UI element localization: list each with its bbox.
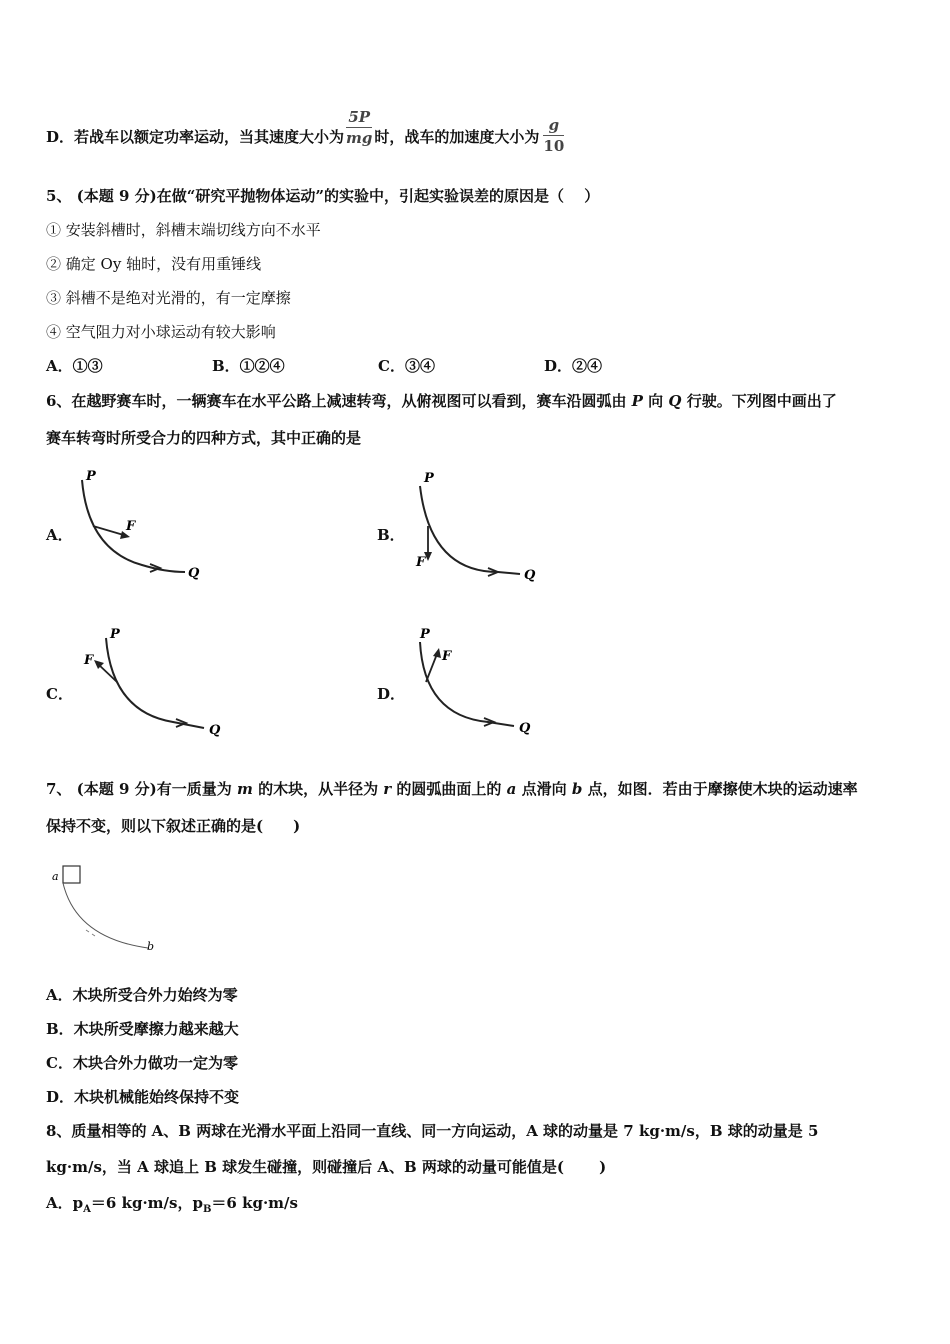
q6-figure-b-label: B． [377,526,405,544]
q7-hatch [86,930,95,936]
q8a-p1: p [72,1194,84,1212]
q7-text-e: 点，如图．若由于摩擦使木块的运动速率 [582,780,858,798]
q6a-label-q: Q [188,566,200,581]
frac1-denominator: mg [346,128,373,147]
q8-stem-line1: 8、质量相等的 A、B 两球在光滑水平面上沿同一直线、同一方向运动，A 球的动量是 7 kg·m/s，B 球的动量是 5 [46,1122,819,1140]
q8a-sub-b: B [202,1204,212,1215]
q5-options [46,356,602,376]
q6d-label-f: F [442,649,452,664]
q6b-label-q: Q [524,568,536,583]
q7-block [63,866,80,883]
frac2-numerator: g [543,115,564,136]
q6-figure-b [408,462,548,587]
q5-item-1: ① 安装斜槽时，斜槽末端切线方向不水平 [46,221,321,239]
q7-option-c: C．木块合外力做功一定为零 [46,1054,238,1072]
q5-item-3: ③ 斜槽不是绝对光滑的，有一定摩擦 [46,289,291,307]
q7-text-b: 的木块，从半径为 [252,780,384,798]
q6-figure-a-label: A． [46,526,73,544]
q7-arc-surface [63,883,148,948]
q4d-label: D． [46,128,75,146]
fraction-g-over-10 [543,115,564,156]
q7-figure [48,860,168,955]
q6c-arc [106,638,204,728]
q7-option-b: B．木块所受摩擦力越来越大 [46,1020,239,1038]
q6-text-c: 行驶。下列图中画出了 [681,392,837,410]
q5-option-d: D．②④ [544,357,603,375]
q7-var-r: r [383,780,392,798]
q5-item-2: ② 确定 Oy 轴时，没有用重锤线 [46,255,262,273]
q6d-label-p: P [420,627,430,642]
q8a-sub-a: A [83,1204,91,1215]
q6b-label-p: P [424,471,434,486]
q7-var-b: b [571,780,583,798]
q7-text-c: 的圆弧曲面上的 [391,780,507,798]
q6-text-b: 向 [642,392,669,410]
q7-stem-line1 [46,779,858,799]
q6-figure-d [408,622,548,747]
q7-var-m: m [236,780,253,798]
frac2-denominator: 10 [543,136,565,155]
q7-stem-line2: 保持不变，则以下叙述正确的是( ) [46,817,301,835]
q6c-label-q: Q [209,723,221,738]
q7-label-b: b [147,940,155,953]
q6-stem-line2: 赛车转弯时所受合力的四种方式，其中正确的是 [46,429,362,447]
frac1-numerator: 5P [346,107,372,128]
q6-text-a: 6、在越野赛车时，一辆赛车在水平公路上减速转弯，从俯视图可以看到，赛车沿圆弧由 [46,392,632,410]
q7-option-a: A．木块所受合外力始终为零 [46,986,238,1004]
q6d-label-q: Q [519,721,531,736]
q6-figure-d-label: D． [377,685,406,703]
q8-option-a [46,1193,298,1220]
q6c-label-f: F [84,653,94,668]
q5-item-4: ④ 空气阻力对小球运动有较大影响 [46,323,276,341]
q6b-label-f: F [416,555,426,570]
q6-stem-line1 [46,391,837,411]
q6a-label-f: F [126,519,136,534]
q8a-label: A． [46,1194,73,1212]
q6-figure-c-label: C． [46,685,73,703]
q7-label-a: a [52,870,59,883]
q7-var-a: a [506,780,517,798]
q6-var-q: Q [668,392,682,410]
q6-figure-c [78,622,228,747]
q8-stem-line2: kg·m/s，当 A 球追上 B 球发生碰撞，则碰撞后 A、B 两球的动量可能值是( ) [46,1158,607,1176]
q6b-arc [420,486,520,574]
q5-stem: 5、 (本题 9 分)在做“研究平抛物体运动”的实验中，引起实验误差的原因是（ ） [46,187,600,205]
q6d-force-arrowhead [433,648,441,658]
q4d-text2: 时，战车的加速度大小为 [374,128,540,146]
q8a-value2: ＝6 kg·m/s [211,1194,298,1212]
q5-option-c: C．③④ [378,357,435,375]
q4d-text1: 若战车以额定功率运动，当其速度大小为 [74,128,345,146]
q6-var-p: P [631,392,643,410]
q8a-p2: p [192,1194,203,1212]
q7-option-d: D．木块机械能始终保持不变 [46,1088,240,1106]
q6d-force-line [426,654,437,682]
q7-text-d: 点滑向 [516,780,572,798]
q6c-label-p: P [110,627,120,642]
q5-option-a: A．①③ [46,357,103,375]
q7-text-a: 7、 (本题 9 分)有一质量为 [46,780,237,798]
q5-option-b: B．①②④ [212,357,285,375]
q8a-value1: ＝6 kg·m/s， [90,1194,193,1212]
q6-figure-a [70,462,210,587]
q6a-label-p: P [86,469,96,484]
fraction-5p-over-mg [346,107,372,148]
q4-option-d [46,107,565,156]
